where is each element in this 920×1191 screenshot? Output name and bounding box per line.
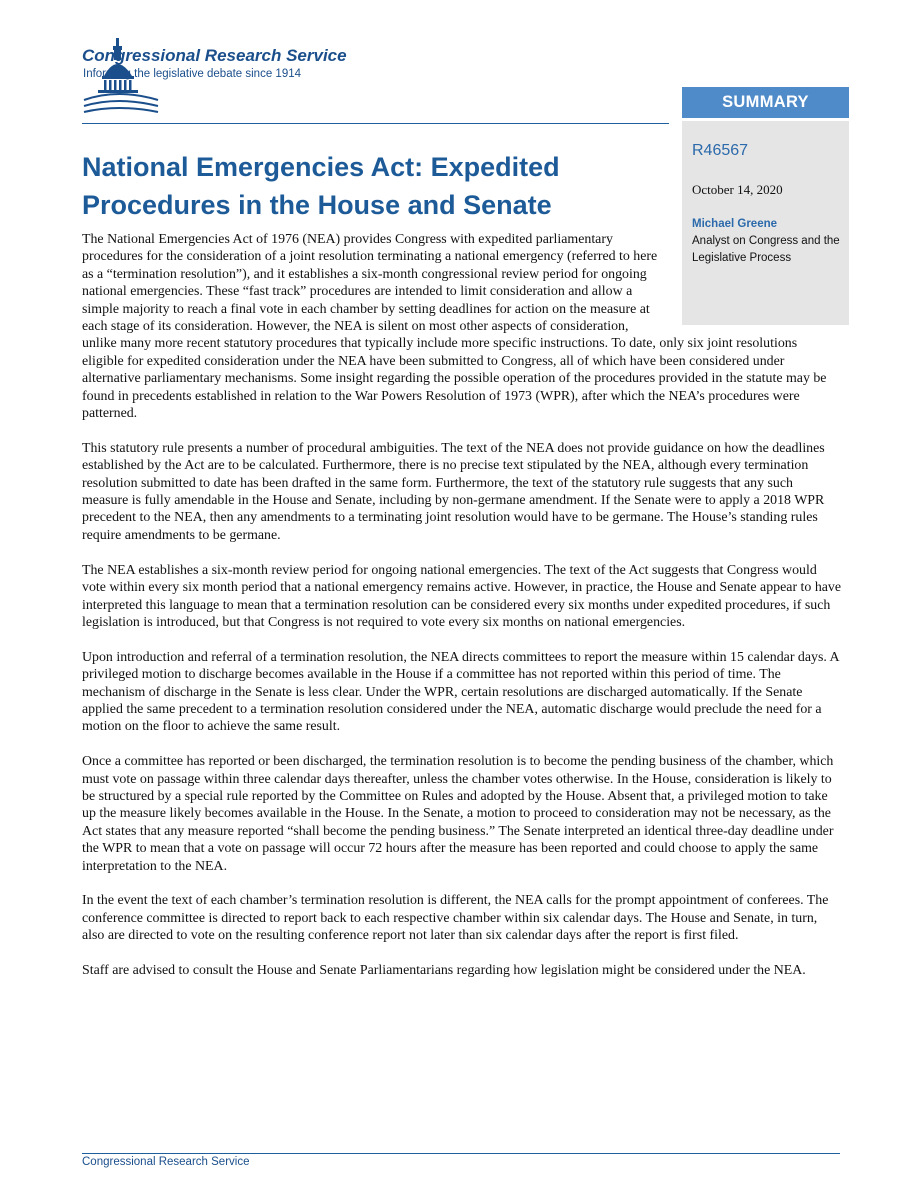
header-divider <box>82 123 669 124</box>
document-title: National Emergencies Act: Expedited Procedures in the House and Senate <box>82 152 560 220</box>
org-tagline: Informing the legislative debate since 1914 <box>83 68 302 80</box>
paragraph: This statutory rule presents a number of procedural ambiguities. The text of the NEA does not provide guidance on how the deadlines established by the Act are to be calculated. Furthermore, there is no precise text stipulated by the NEA, although every termination resolution submitted to date has been drafted in the same form. Furthermore, the text of the statutory rule suggests that any such measure is fully amendable in the House and Senate, including by non-germane amendment. If the Senate were to apply a 2018 WPR precedent to the NEA, then any amendments to a terminating joint resolution would have to be germane. The House’s standing rules require amendments to be germane. <box>82 440 825 543</box>
summary-heading: SUMMARY <box>682 87 849 121</box>
sidebar-wrap-spacer <box>664 231 842 323</box>
document-body <box>82 231 842 997</box>
paragraph: Staff are advised to consult the House and Senate Parliamentarians regarding how legislation might be considered under the NEA. <box>82 962 806 978</box>
footer-org-name: Congressional Research Service <box>82 1156 250 1168</box>
paragraph: Upon introduction and referral of a termination resolution, the NEA directs committees to report the measure within 15 calendar days. A privileged motion to discharge becomes available in the House if a committee has not reported within this period of time. The mechanism of discharge in the Senate is less clear. Under the WPR, certain resolutions are discharged automatically. If the Senate applied the same precedent to a termination resolution considered under the NEA, automatic discharge would preclude the need for a motion on the floor to achieve the same result. <box>82 649 839 735</box>
paragraph: Once a committee has reported or been discharged, the termination resolution is to become the pending business of the chamber, which must vote on passage within three calendar days thereafter, unless the chamber votes otherwise. In the House, consideration is likely to be structured by a special rule reported by the Committee on Rules and adopted by the House. Absent that, a privileged motion to take up the measure likely becomes available in the House. In the Senate, a motion to proceed to consideration may not be necessary, as the Act states that any measure reported “shall become the pending business.” The Senate interpreted an identical three-day deadline under the WPR to mean that a vote on passage will occur 72 hours after the measure has been reported and could choose to apply the same interpretation to the NEA. <box>82 754 834 874</box>
org-name: Congressional Research Service <box>82 46 347 65</box>
paragraph: The NEA establishes a six-month review period for ongoing national emergencies. The text of the Act suggests that Congress would vote within every six month period that a national emergency remains active. However, in practice, the House and Senate appear to have interpreted this language to mean that a termination resolution can be considered every six months under expedited procedures, if such legislation is introduced, but that Congress is not required to vote every six months on national emergencies. <box>82 562 842 630</box>
paragraph: The National Emergencies Act of 1976 (NEA) provides Congress with expedited parliamentary procedures for the consideration of a joint resolution terminating a national emergency (referred to here as a “termination resolution”), and it establishes a six-month congressional review period for ongoing national emergencies. These “fast track” procedures are intended to limit consideration and allow a simple majority to reach a final vote in each chamber by setting deadlines for action on the measure at each stage of its consideration. However, the NEA is silent on most other aspects of consideration, unlike many more recent statutory procedures that typically include more specific instructions. To date, only six joint resolutions eligible for expedited consideration under the NEA have been submitted to Congress, all of which have been considered under alternative parliamentary mechanisms. Some insight regarding the possible operation of the procedures provided in the statute may be found in precedents established in relation to the War Powers Resolution of 1973 (WPR), after which the NEA’s procedures were patterned. <box>82 232 827 422</box>
author-name: Michael Greene <box>692 218 778 230</box>
report-date: October 14, 2020 <box>692 182 783 197</box>
paragraph: In the event the text of each chamber’s termination resolution is different, the NEA calls for the prompt appointment of conferees. The conference committee is directed to report back to each respective chamber within six calendar days. The House and Senate, in turn, also are directed to vote on the resulting conference report not later than six calendar days after the report is first filed. <box>82 893 829 944</box>
report-number: R46567 <box>692 142 749 159</box>
footer-divider <box>82 1153 840 1154</box>
author-title: Analyst on Congress and the Legislative Process <box>692 235 840 264</box>
